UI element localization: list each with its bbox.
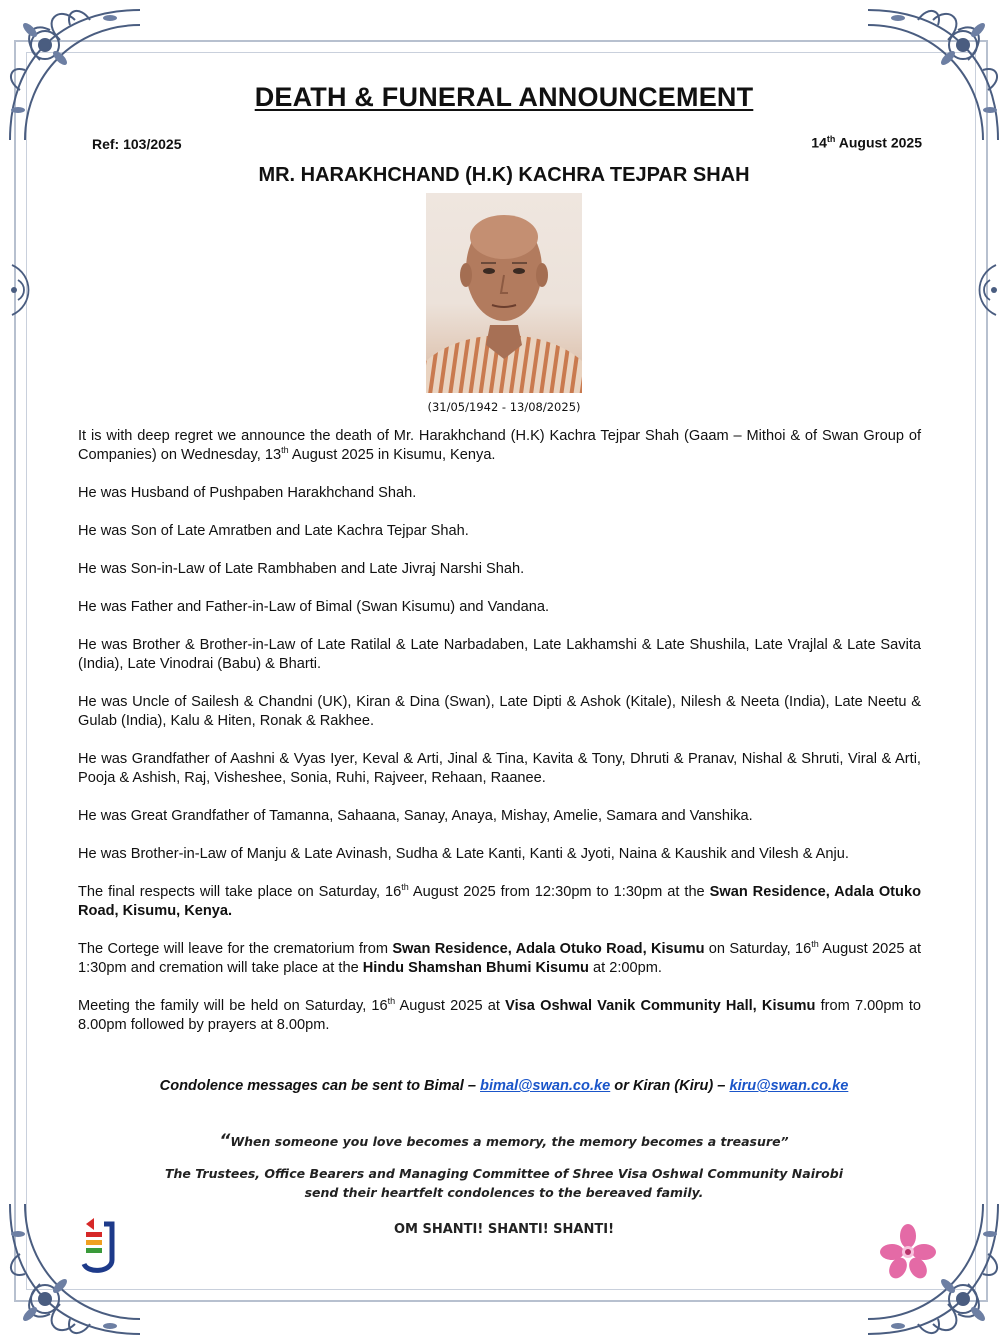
reference-number: Ref: 103/2025 xyxy=(92,136,182,152)
paragraph-death: It is with deep regret we announce the death of Mr. Harakhchand (H.K) Kachra Tejpar Shah (Gaam – Mithoi & of Swan Group of Companies) on Wednesday, 13th August 2025 in Kisumu, Kenya. xyxy=(78,428,921,463)
paragraph-brother-in-law: He was Brother-in-Law of Manju & Late Avinash, Sudha & Late Kanti, Kanti & Jyoti, Naina & Kaushik and Vilesh & Anju. xyxy=(78,846,849,862)
trustees-condolence: The Trustees, Office Bearers and Managing Committee of Shree Visa Oshwal Community Nairobi send their heartfelt condolences to the bereaved family. xyxy=(165,1166,843,1200)
page-title: DEATH & FUNERAL ANNOUNCEMENT xyxy=(254,82,754,112)
paragraph-father: He was Father and Father-in-Law of Bimal (Swan Kisumu) and Vandana. xyxy=(78,599,550,615)
pink-orchid-icon xyxy=(880,1224,936,1280)
paragraph-son: He was Son of Late Amratben and Late Kachra Tejpar Shah. xyxy=(78,523,469,539)
announcement-date: 14th August 2025 xyxy=(811,134,922,151)
email-link-bimal[interactable]: bimal@swan.co.ke xyxy=(480,1078,611,1094)
paragraph-family-meeting: Meeting the family will be held on Saturday, 16th August 2025 at Visa Oshwal Vanik Community Hall, Kisumu from 7.00pm to 8.00pm followed by prayers at 8.00pm. xyxy=(78,996,921,1033)
om-shanti: OM SHANTI! SHANTI! SHANTI! xyxy=(393,1222,615,1237)
paragraph-final-respects: The final respects will take place on Saturday, 16th August 2025 from 12:30pm to 1:30pm at the Swan Residence, Adala Otuko Road, Kisumu, Kenya. xyxy=(78,882,921,919)
life-dates: (31/05/1942 - 13/08/2025) xyxy=(427,400,581,414)
paragraph-grandfather: He was Grandfather of Aashni & Vyas Iyer, Keval & Arti, Jinal & Tina, Kavita & Tony, Dhruti & Pranav, Nishal & Shruti, Viral & Arti, Pooja & Ashish, Raj, Visheshee, Sonia, Ruhi, Rajveer, Rehaan, Raanee. xyxy=(78,751,921,786)
paragraph-husband: He was Husband of Pushpaben Harakhchand Shah. xyxy=(78,485,417,501)
email-link-kiru[interactable]: kiru@swan.co.ke xyxy=(729,1078,849,1094)
floral-side-right-icon xyxy=(964,260,1004,320)
paragraph-cortege: The Cortege will leave for the crematorium from Swan Residence, Adala Otuko Road, Kisumu on Saturday, 16th August 2025 at 1:30pm and cremation will take place at the Hindu Shamshan Bhumi Kisumu at 2:00pm. xyxy=(78,939,922,976)
condolence-contact: Condolence messages can be sent to Bimal – bimal@swan.co.ke or Kiran (Kiru) – kiru@swan.co.ke xyxy=(159,1078,849,1094)
deceased-name: MR. HARAKHCHAND (H.K) KACHRA TEJPAR SHAH xyxy=(258,164,750,186)
portrait-photo xyxy=(426,193,582,393)
memorial-quote: “When someone you love becomes a memory, the memory becomes a treasure” xyxy=(219,1131,789,1151)
floral-corner-top-left-icon xyxy=(0,0,150,150)
paragraph-great-grandfather: He was Great Grandfather of Tamanna, Sahaana, Sanay, Anaya, Mishay, Amelie, Samara and Vanshika. xyxy=(78,808,753,824)
paragraph-son-in-law: He was Son-in-Law of Late Rambhaben and Late Jivraj Narshi Shah. xyxy=(78,561,525,577)
floral-corner-top-right-icon xyxy=(858,0,1008,150)
paragraph-uncle: He was Uncle of Sailesh & Chandni (UK), Kiran & Dina (Swan), Late Dipti & Ashok (Kitale), Nilesh & Neeta (India), Late Neetu & Gulab (India), Kalu & Hiten, Ronak & Rakhee. xyxy=(78,694,921,729)
floral-corner-bottom-left-icon xyxy=(0,1194,150,1344)
paragraph-brother: He was Brother & Brother-in-Law of Late Ratilal & Late Narbadaben, Late Lakhamshi & Late Shushila, Late Vrajlal & Late Savita (India), Late Vinodrai (Babu) & Bharti. xyxy=(78,637,921,672)
announcement-body xyxy=(78,427,921,1054)
community-logo-icon xyxy=(80,1216,120,1276)
floral-side-left-icon xyxy=(4,260,44,320)
